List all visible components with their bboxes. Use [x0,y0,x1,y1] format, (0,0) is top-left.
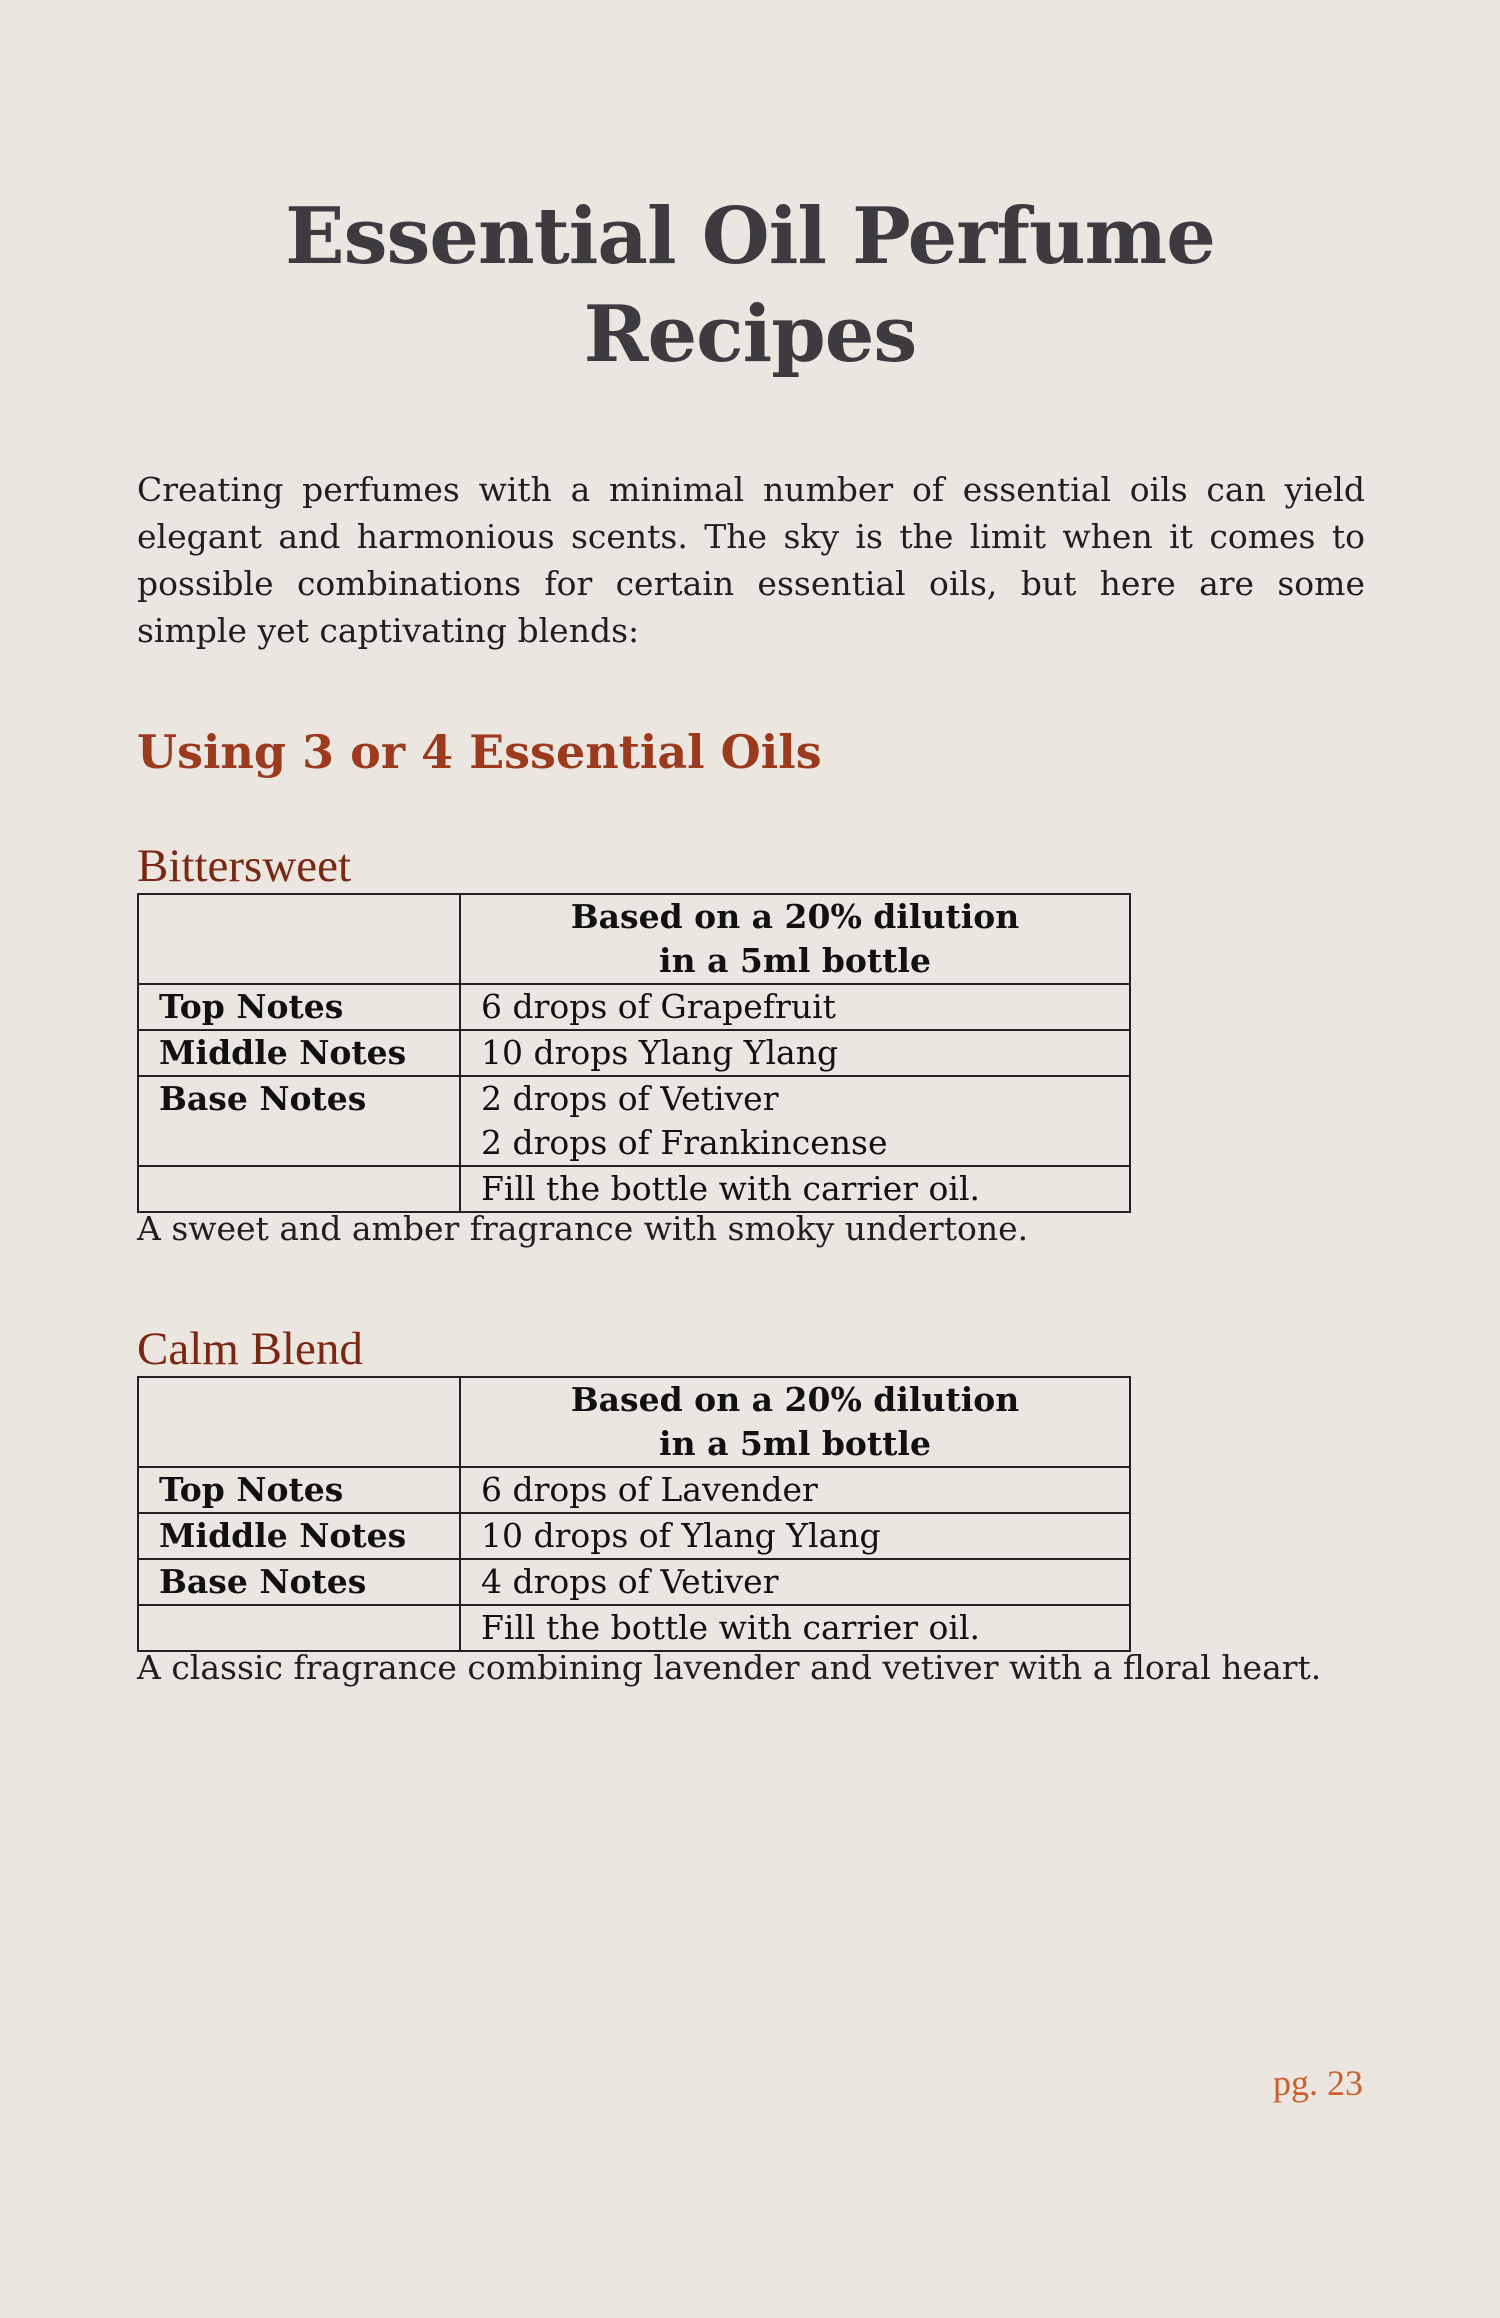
middle-notes-label: Middle Notes [138,1030,460,1076]
table-header-row [138,1377,1130,1467]
middle-notes-value: 10 drops Ylang Ylang [460,1030,1130,1076]
base-notes-value [460,1076,1130,1166]
table-header-cell [460,1377,1130,1467]
table-header-empty-cell [138,894,460,984]
base-notes-value: 4 drops of Vetiver [460,1559,1130,1605]
top-notes-value: 6 drops of Grapefruit [460,984,1130,1030]
fill-instruction: Fill the bottle with carrier oil. [460,1166,1130,1212]
top-notes-label: Top Notes [138,984,460,1030]
table-row [138,1559,1130,1605]
recipe-title-calm-blend: Calm Blend [137,1323,363,1375]
fill-empty-cell [138,1166,460,1212]
intro-paragraph: Creating perfumes with a minimal number of essential oils can yield elegant and harmonious scents. The sky is the limit when it comes to possible combinations for certain essential oils, but here are some simple yet captivating blends: [137,470,1365,650]
dilution-header-line-2: in a 5ml bottle [659,1424,931,1463]
dilution-header-line-1: Based on a 20% dilution [570,897,1020,936]
section-heading: Using 3 or 4 Essential Oils [137,725,822,779]
dilution-header-line-2: in a 5ml bottle [659,941,931,980]
base-notes-value-2: 2 drops of Frankincense [481,1123,888,1162]
table-row [138,1605,1130,1651]
table-row [138,1076,1130,1166]
recipe-description-calm-blend: A classic fragrance combining lavender and vetiver with a floral heart. [137,1648,1322,1687]
dilution-header-line-1: Based on a 20% dilution [570,1380,1020,1419]
table-header-row [138,894,1130,984]
recipe-title-bittersweet: Bittersweet [137,840,352,892]
page-title [0,188,1500,384]
recipe-table-bittersweet [137,893,1131,1213]
table-row [138,1166,1130,1212]
base-notes-label: Base Notes [138,1559,460,1605]
recipe-description-bittersweet: A sweet and amber fragrance with smoky undertone. [137,1209,1029,1248]
middle-notes-label: Middle Notes [138,1513,460,1559]
fill-empty-cell [138,1605,460,1651]
page-title-line-1: Essential Oil Perfume [285,191,1215,282]
recipe-table-calm-blend [137,1376,1131,1652]
base-notes-value-1: 2 drops of Vetiver [481,1079,779,1118]
table-row [138,1467,1130,1513]
base-notes-label: Base Notes [138,1076,460,1166]
fill-instruction: Fill the bottle with carrier oil. [460,1605,1130,1651]
page-number: pg. 23 [1273,2063,1363,2103]
middle-notes-value: 10 drops of Ylang Ylang [460,1513,1130,1559]
top-notes-value: 6 drops of Lavender [460,1467,1130,1513]
page-title-line-2: Recipes [583,289,917,380]
table-header-cell [460,894,1130,984]
top-notes-label: Top Notes [138,1467,460,1513]
table-row [138,1030,1130,1076]
table-row [138,984,1130,1030]
table-row [138,1513,1130,1559]
table-header-empty-cell [138,1377,460,1467]
